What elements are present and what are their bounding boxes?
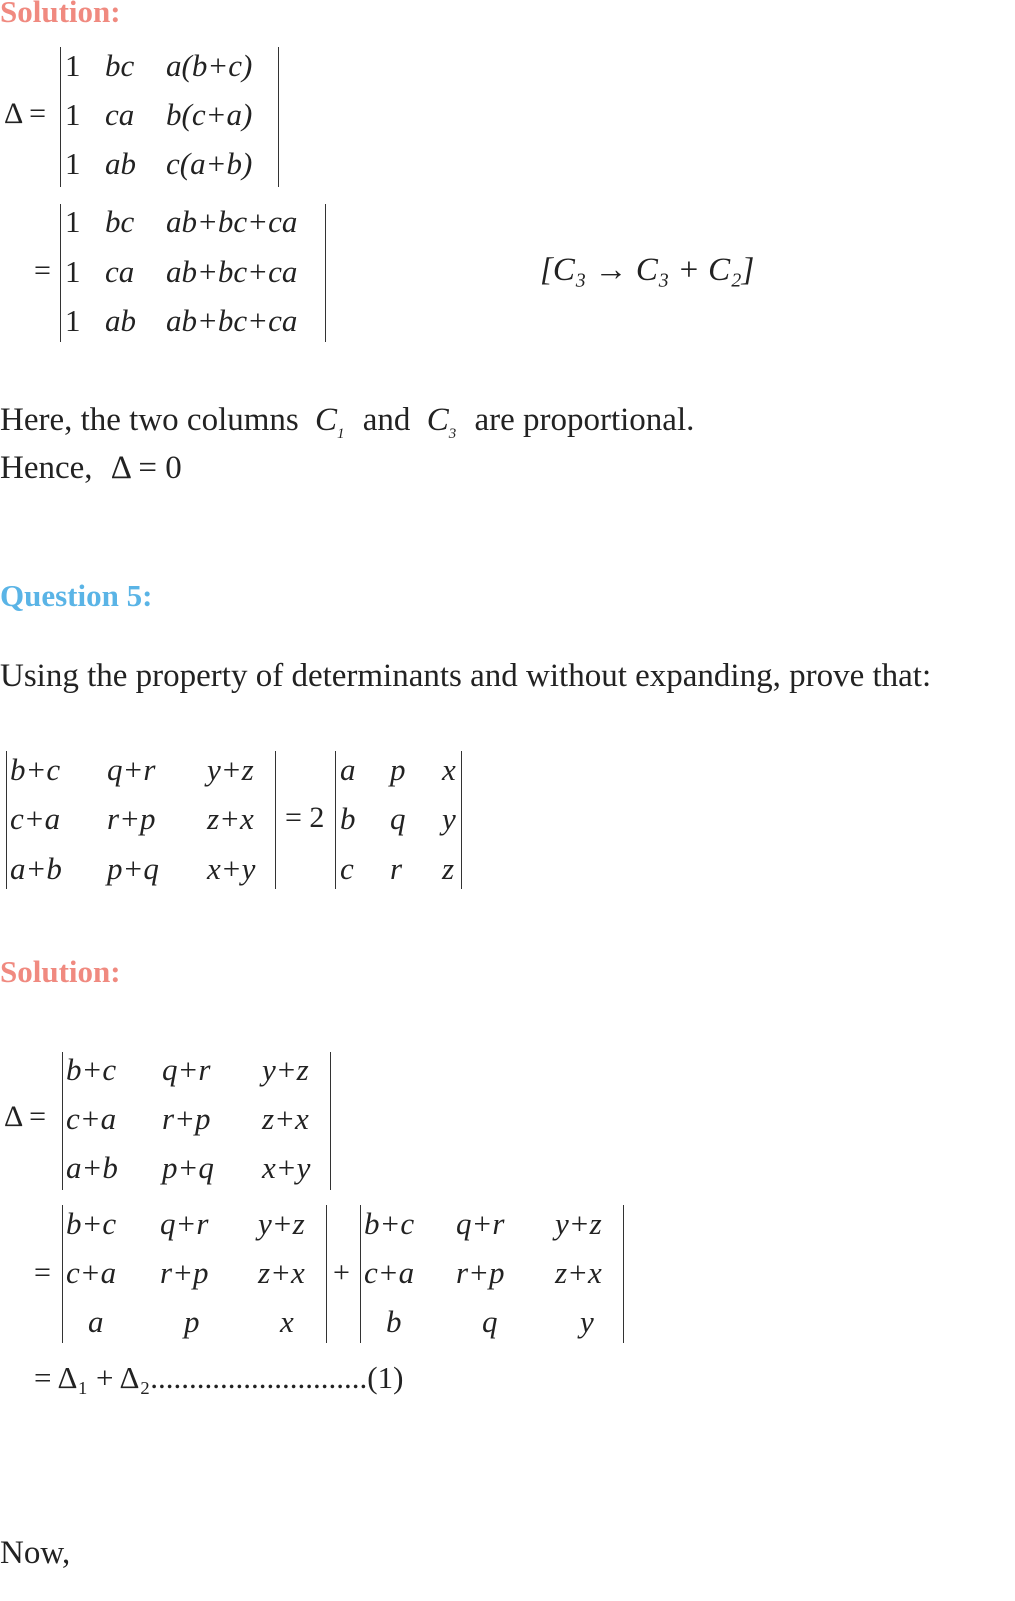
plus-sign: +	[333, 1256, 350, 1289]
det-cell: y+z	[258, 1206, 305, 1241]
det-cell: q	[390, 801, 406, 836]
column-operation: [C₃ → C₃ + C₂]	[540, 252, 755, 288]
det-cell: z+x	[258, 1255, 305, 1290]
det-cell: x+y	[262, 1150, 311, 1185]
det-left-bar	[6, 751, 7, 889]
det-cell: y+z	[207, 752, 254, 787]
det-cell: a+b	[66, 1150, 118, 1185]
det-cell: ab	[105, 146, 136, 181]
det-cell: ab+bc+ca	[166, 254, 298, 289]
now-text: Now,	[0, 1535, 71, 1571]
det-cell: c(a+b)	[166, 146, 253, 181]
det-cell: c+a	[364, 1255, 415, 1290]
det-cell: 1	[65, 303, 81, 338]
solution-heading: Solution:	[0, 0, 121, 29]
det-cell: r+p	[456, 1255, 505, 1290]
det-cell: z	[442, 851, 455, 886]
det-cell: y+z	[262, 1052, 309, 1087]
det-cell: x	[442, 752, 456, 787]
det-cell: 1	[65, 254, 81, 289]
det-right-bar	[326, 1205, 327, 1343]
det-right-bar	[330, 1052, 331, 1190]
det-cell: x	[280, 1304, 294, 1339]
det-cell: bc	[105, 204, 135, 239]
det-left-bar	[62, 1205, 63, 1343]
det-cell: bc	[105, 48, 135, 83]
det-left-bar	[62, 1052, 63, 1190]
det-cell: ab	[105, 303, 136, 338]
symbol-letter: C	[315, 402, 338, 438]
conclusion-line	[0, 450, 182, 487]
det-cell: 1	[65, 146, 81, 181]
symbol-subscript: 3	[448, 426, 457, 442]
det-cell: q+r	[107, 752, 156, 787]
text-part: are proportional.	[474, 402, 695, 438]
text-part: Hence,	[0, 450, 93, 486]
det-cell: b+c	[66, 1206, 117, 1241]
det-cell: ab+bc+ca	[166, 204, 298, 239]
delta-label: Δ =	[4, 1100, 47, 1133]
det-right-bar	[278, 47, 279, 187]
det-right-bar	[325, 204, 326, 342]
proportional-statement	[0, 402, 695, 442]
det-cell: z+x	[555, 1255, 602, 1290]
det-cell: b	[340, 801, 356, 836]
equals-sign: =	[34, 254, 51, 287]
det-cell: b+c	[10, 752, 61, 787]
det-cell: c+a	[66, 1101, 117, 1136]
det-right-bar	[275, 751, 276, 889]
question-heading: Question 5:	[0, 578, 153, 613]
det-cell: 1	[65, 204, 81, 239]
det-cell: c+a	[10, 801, 61, 836]
det-cell: p	[390, 752, 406, 787]
det-cell: a+b	[10, 851, 62, 886]
column-symbol	[315, 402, 345, 442]
det-cell: c+a	[66, 1255, 117, 1290]
symbol-subscript: 1	[337, 426, 345, 442]
text-part: Here, the two columns	[0, 402, 299, 438]
det-cell: q+r	[456, 1206, 505, 1241]
det-right-bar	[623, 1205, 624, 1343]
det-cell: b+c	[364, 1206, 415, 1241]
det-cell: 1	[65, 48, 81, 83]
det-cell: b(c+a)	[166, 97, 253, 132]
equals-two: = 2	[285, 801, 325, 834]
det-cell: b+c	[66, 1052, 117, 1087]
det-cell: q+r	[160, 1206, 209, 1241]
det-cell: q	[482, 1304, 498, 1339]
det-cell: a	[88, 1304, 104, 1339]
delta-label: Δ =	[4, 97, 47, 130]
det-cell: b	[386, 1304, 402, 1339]
det-cell: x+y	[207, 851, 256, 886]
question-statement: Using the property of determinants and without expanding, prove that:	[0, 658, 932, 694]
det-cell: a	[340, 752, 356, 787]
text-part: Δ = 0	[110, 450, 182, 486]
det-left-bar	[335, 751, 336, 889]
det-cell: ab+bc+ca	[166, 303, 298, 338]
det-cell: ca	[105, 97, 135, 132]
det-left-bar	[60, 47, 61, 187]
det-cell: z+x	[207, 801, 254, 836]
det-cell: q+r	[162, 1052, 211, 1087]
det-cell: p+q	[162, 1150, 214, 1185]
det-cell: 1	[65, 97, 81, 132]
det-cell: r+p	[160, 1255, 209, 1290]
text-part: and	[362, 402, 411, 438]
det-cell: p	[184, 1304, 200, 1339]
det-cell: r+p	[107, 801, 156, 836]
det-cell: p+q	[107, 851, 159, 886]
det-cell: r	[390, 851, 403, 886]
det-cell: ca	[105, 254, 135, 289]
det-cell: a(b+c)	[166, 48, 253, 83]
det-cell: y	[442, 801, 456, 836]
det-right-bar	[461, 751, 462, 889]
delta-sum-equation: = Δ₁ + Δ₂............................(1)	[34, 1360, 404, 1395]
det-left-bar	[360, 1205, 361, 1343]
det-cell: y	[580, 1304, 594, 1339]
det-cell: r+p	[162, 1101, 211, 1136]
det-left-bar	[60, 204, 61, 342]
det-cell: y+z	[555, 1206, 602, 1241]
solution-heading: Solution:	[0, 954, 121, 989]
det-cell: c	[340, 851, 354, 886]
equals-sign: =	[34, 1256, 51, 1289]
det-cell: z+x	[262, 1101, 309, 1136]
symbol-letter: C	[426, 402, 449, 438]
column-symbol	[426, 402, 457, 442]
